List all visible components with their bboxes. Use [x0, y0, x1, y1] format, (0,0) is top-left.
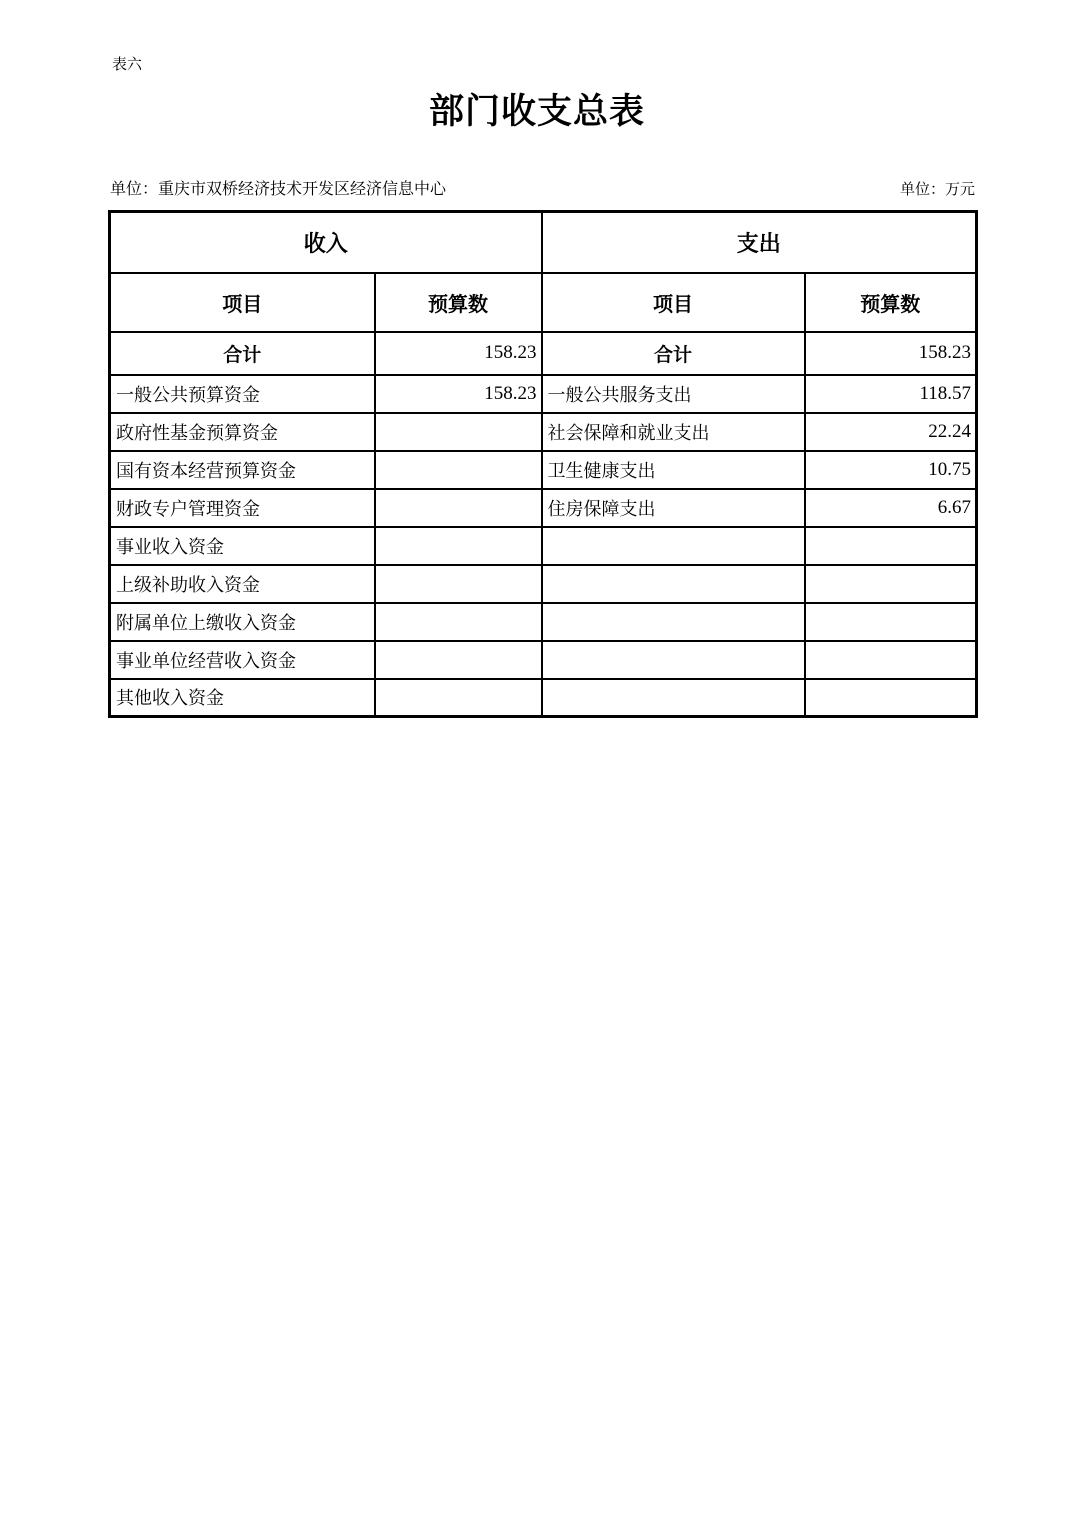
- expense-value-cell: 118.57: [805, 375, 977, 413]
- income-value-cell: [375, 603, 542, 641]
- budget-table-body: [110, 332, 977, 717]
- income-value-cell: 158.23: [375, 332, 542, 375]
- table-row: [110, 641, 977, 679]
- income-item-cell: 附属单位上缴收入资金: [110, 603, 375, 641]
- table-row: [110, 603, 977, 641]
- table-row: [110, 413, 977, 451]
- table-row: [110, 451, 977, 489]
- expense-item-cell: [542, 679, 805, 717]
- expense-value-cell: 6.67: [805, 489, 977, 527]
- expense-item-cell: [542, 603, 805, 641]
- expense-group-header: 支出: [542, 212, 977, 273]
- page-title: 部门收支总表: [428, 92, 645, 131]
- expense-value-cell: [805, 641, 977, 679]
- expense-item-cell: 住房保障支出: [542, 489, 805, 527]
- expense-budget-col-header: 预算数: [805, 273, 977, 332]
- expense-value-cell: 10.75: [805, 451, 977, 489]
- expense-item-cell: [542, 527, 805, 565]
- income-budget-col-header: 预算数: [375, 273, 542, 332]
- income-item-cell: 政府性基金预算资金: [110, 413, 375, 451]
- table-row: [110, 565, 977, 603]
- income-value-cell: [375, 565, 542, 603]
- income-item-cell: 事业单位经营收入资金: [110, 641, 375, 679]
- income-value-cell: [375, 679, 542, 717]
- expense-value-cell: [805, 565, 977, 603]
- expense-value-cell: [805, 679, 977, 717]
- expense-item-cell: [542, 641, 805, 679]
- income-item-cell: 上级补助收入资金: [110, 565, 375, 603]
- income-value-cell: [375, 451, 542, 489]
- total-row: [110, 332, 977, 375]
- expense-item-cell: 社会保障和就业支出: [542, 413, 805, 451]
- expense-item-cell: 卫生健康支出: [542, 451, 805, 489]
- income-item-cell: 其他收入资金: [110, 679, 375, 717]
- expense-value-cell: [805, 527, 977, 565]
- expense-item-cell: 合计: [542, 332, 805, 375]
- income-item-col-header: 项目: [110, 273, 375, 332]
- income-item-cell: 合计: [110, 332, 375, 375]
- income-item-cell: 国有资本经营预算资金: [110, 451, 375, 489]
- table-row: [110, 375, 977, 413]
- expense-item-cell: 一般公共服务支出: [542, 375, 805, 413]
- expense-item-col-header: 项目: [542, 273, 805, 332]
- column-header-row: [110, 273, 977, 332]
- income-group-header: 收入: [110, 212, 542, 273]
- income-value-cell: [375, 413, 542, 451]
- budget-summary-table: [108, 210, 978, 718]
- expense-value-cell: 22.24: [805, 413, 977, 451]
- table-row: [110, 527, 977, 565]
- expense-value-cell: 158.23: [805, 332, 977, 375]
- income-value-cell: 158.23: [375, 375, 542, 413]
- income-item-cell: 一般公共预算资金: [110, 375, 375, 413]
- currency-unit-label: 单位：万元: [899, 182, 975, 198]
- income-value-cell: [375, 489, 542, 527]
- expense-item-cell: [542, 565, 805, 603]
- org-unit-label: 单位：重庆市双桥经济技术开发区经济信息中心: [110, 181, 447, 198]
- income-item-cell: 事业收入资金: [110, 527, 375, 565]
- table-number-label: 表六: [112, 57, 143, 73]
- income-value-cell: [375, 527, 542, 565]
- group-header-row: [110, 212, 977, 273]
- table-row: [110, 679, 977, 717]
- income-item-cell: 财政专户管理资金: [110, 489, 375, 527]
- subtitle-row: [110, 176, 975, 199]
- income-value-cell: [375, 641, 542, 679]
- table-row: [110, 489, 977, 527]
- expense-value-cell: [805, 603, 977, 641]
